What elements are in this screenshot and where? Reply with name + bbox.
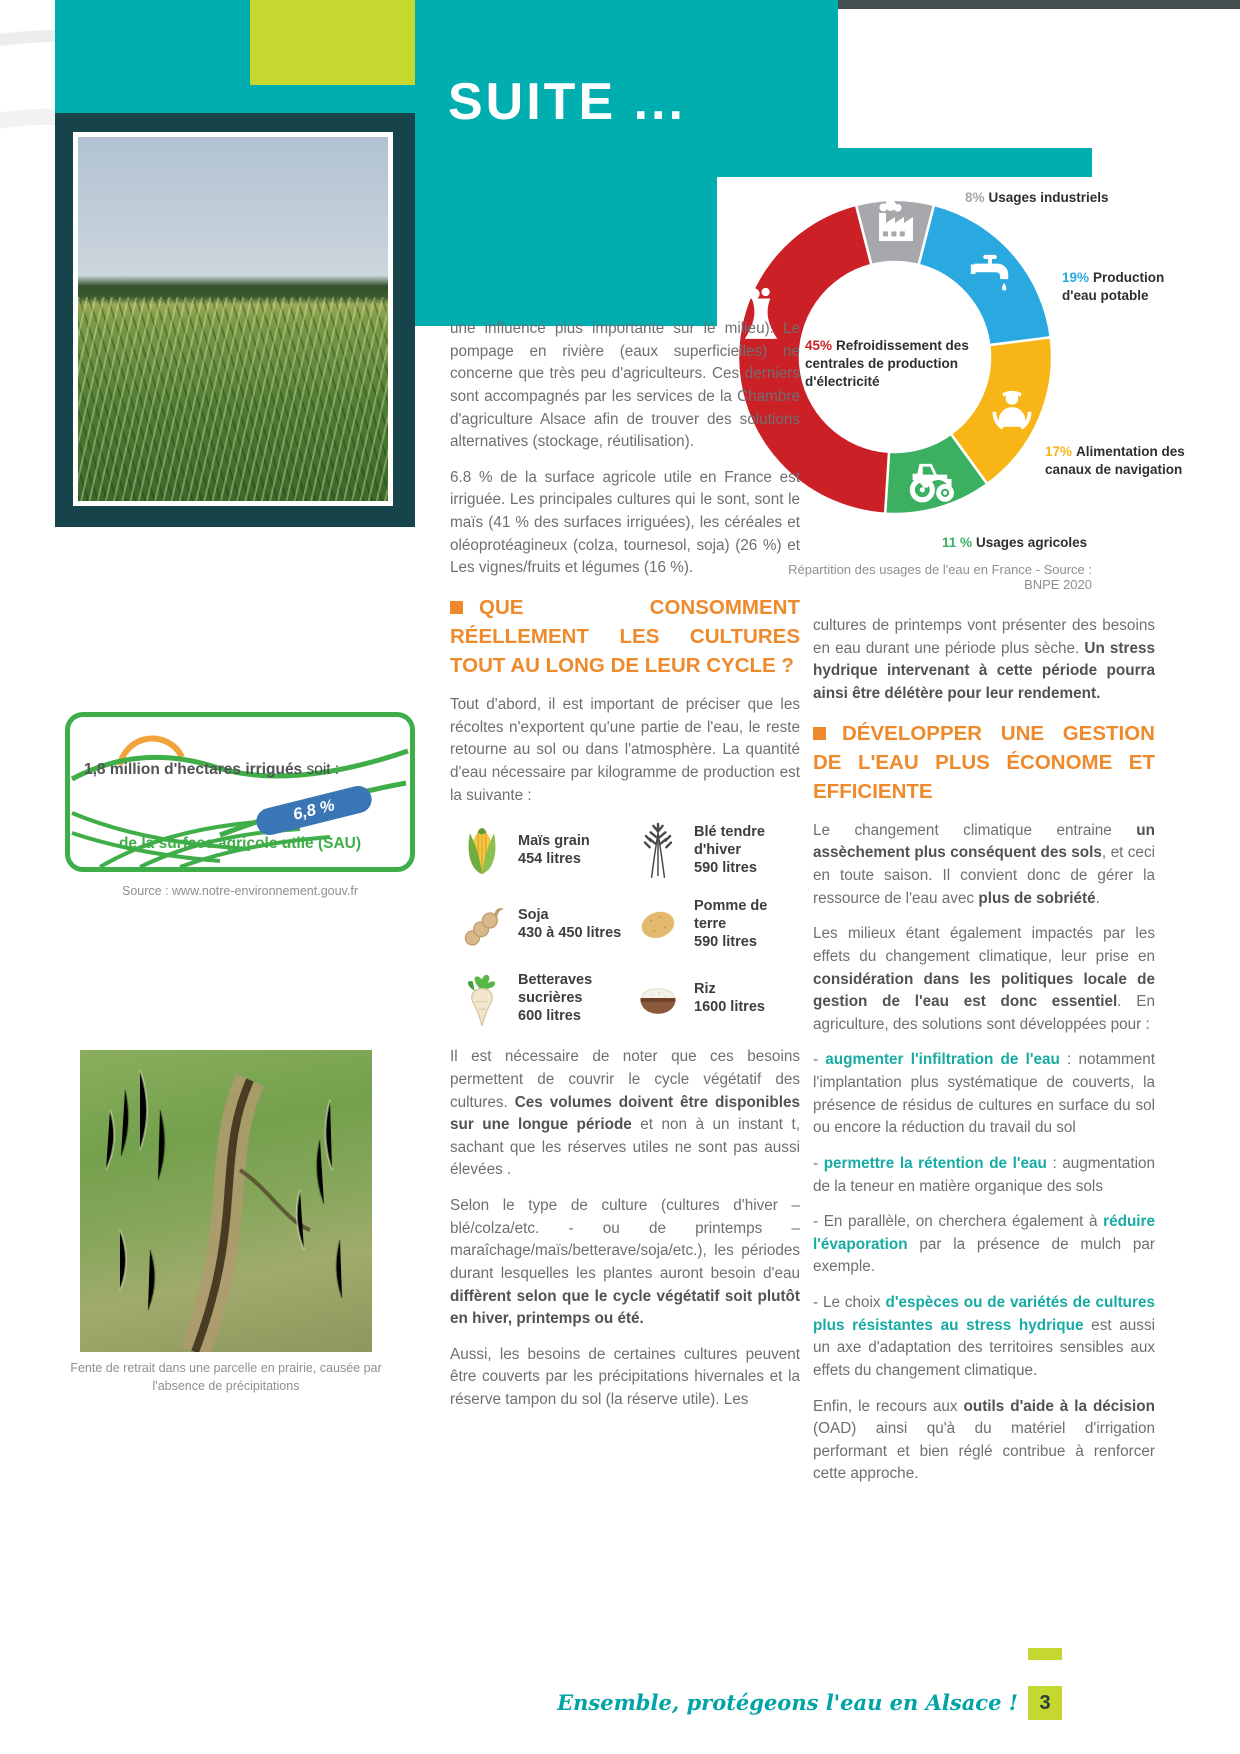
- middle-column: [450, 318, 800, 1425]
- paragraph: Le changement climatique entraine un assèchement plus conséquent des sols, et ceci en toute saison. Il convient donc de gérer la ressource de l'eau avec plus de sobriété.: [813, 821, 1155, 907]
- crop-name: Maïs grain: [518, 833, 590, 850]
- bullet-square-icon: [813, 727, 826, 740]
- crop-value: 590 litres: [694, 934, 757, 951]
- top-edge-strip: [838, 0, 1240, 9]
- crop-value: 600 litres: [518, 1008, 581, 1025]
- beet-icon: [456, 968, 508, 1028]
- paragraph: Il est nécessaire de noter que ces besoins permettent de couvrir le cycle végétatif des cultures. Ces volumes doivent être disponibles sur une longue période et non à un instant t, sachant que les réserves utiles ne sont pas aussi élevées .: [450, 1048, 800, 1179]
- crop-name: Soja: [518, 907, 549, 924]
- crop-value: 1600 litres: [694, 999, 765, 1016]
- chart-pct: 17%: [1045, 444, 1073, 459]
- paragraph: Aussi, les besoins de certaines cultures peuvent être couverts par les précipitations hivernales et la réserve tampon du sol (la réserve utile). Les: [450, 1345, 800, 1409]
- crop-name: Betteraves sucrières: [518, 972, 593, 1007]
- crack-drawing: [80, 1050, 372, 1352]
- section-heading-consumption: [450, 593, 800, 680]
- heading-text: QUE CONSOMMENT RÉELLEMENT LES CULTURES TOUT AU LONG DE LEUR CYCLE ?: [450, 595, 800, 678]
- page-title: SUITE ...: [448, 73, 686, 131]
- section-heading-gestion: [813, 719, 1155, 806]
- paragraph: Tout d'abord, il est important de préciser que les récoltes n'exportent qu'une partie de l'eau, le reste retourne au sol ou dans l'atmosphère. La quantité d'eau nécessaire par kilogramme de production est la suivante :: [450, 696, 800, 804]
- faucet-icon: [967, 251, 1013, 297]
- chart-label-text: Usages agricoles: [976, 535, 1088, 550]
- infographic-source: Source : www.notre-environnement.gouv.fr: [122, 884, 358, 898]
- chart-label-text: Usages industriels: [988, 190, 1109, 205]
- drought-crack-photo: [80, 1050, 372, 1352]
- crop-name: Blé tendre d'hiver: [694, 824, 765, 859]
- potato-icon: [632, 896, 684, 952]
- footer-accent-bar: [1028, 1648, 1062, 1660]
- paragraph: une influence plus importante sur le milieu). Le pompage en rivière (eaux superficielles) ne concerne que très peu d'agriculteurs. Ces derniers sont accompagnés par les services de la Chambre d'agriculture Alsace afin de trouver des solutions alternatives (stockage, réutilisation).: [450, 320, 800, 451]
- paragraph: Enfin, le recours aux outils d'aide à la décision (OAD) ainsi qu'à du matériel d'irrigation performant et bien réglé contribue à renforcer cette approche.: [813, 1397, 1155, 1483]
- chart-pct: 8%: [965, 190, 985, 205]
- chart-label-text: Production d'eau potable: [1062, 270, 1165, 303]
- list-item-beet: [456, 968, 624, 1028]
- paragraph: - En parallèle, on cherchera également à réduire l'évaporation par la présence de mulch par exemple.: [813, 1213, 1155, 1276]
- crop-name: Riz: [694, 981, 716, 998]
- paragraph: Les milieux étant également impactés par les effets du changement climatique, leur prise en considération dans les politiques locale de gestion de l'eau est donc essentiel. En agriculture, des solutions sont développées pour :: [813, 925, 1155, 1033]
- chart-label-industrial: [965, 189, 1140, 207]
- infographic-subline: de la surface agricole utile (SAU): [118, 835, 362, 852]
- paragraph: - augmenter l'infiltration de l'eau : notamment l'implantation plus systématique de couverts, la présence de résidus de cultures en surface du sol ou encore la réduction du travail du sol: [813, 1051, 1155, 1137]
- crop-water-needs-list: [450, 820, 800, 1028]
- paragraph: cultures de printemps vont présenter des besoins en eau durant une période plus sèche. Un stress hydrique intervenant à cette période pourra ainsi être délétère pour leur rendement.: [813, 617, 1156, 702]
- crop-value: 454 litres: [518, 851, 581, 868]
- list-item-rice: [632, 968, 800, 1028]
- chart-label-agriculture: [942, 534, 1162, 552]
- list-item-corn: [456, 820, 624, 880]
- footer-slogan: Ensemble, protégeons l'eau en Alsace !: [557, 1690, 1018, 1715]
- wheat-icon: [632, 820, 684, 880]
- chart-label-potable: [1062, 269, 1184, 305]
- page-number: 3: [1028, 1686, 1062, 1720]
- bullet-square-icon: [450, 601, 463, 614]
- chart-label-cooling: [805, 337, 993, 390]
- lime-accent-block: [250, 0, 415, 85]
- corn-icon: [456, 820, 508, 880]
- list-item-soy: [456, 896, 624, 952]
- crop-value: 590 litres: [694, 860, 757, 877]
- chart-pct: 11 %: [942, 535, 973, 550]
- corn-field-photo-frame: [55, 113, 415, 527]
- chart-pct: 45%: [805, 338, 833, 353]
- rice-icon: [632, 970, 684, 1026]
- list-item-potato: [632, 896, 800, 952]
- irrigation-infographic: [65, 712, 415, 872]
- chart-label-text: Alimentation des canaux de navigation: [1045, 444, 1185, 477]
- paragraph: - permettre la rétention de l'eau : augmentation de la teneur en matière organique des sols: [813, 1154, 1155, 1195]
- infographic-headline: 1,8 million d'hectares irrigués soit :: [84, 761, 340, 778]
- paragraph: 6.8 % de la surface agricole utile en France est irriguée. Les principales cultures qui le sont, sont le maïs (41 % des surfaces irriguées), les céréales et oléoprotéagineux (colza, tournesol, soja) (26 %) et Les vignes/fruits et légumes (16 %).: [450, 468, 800, 577]
- right-column: [813, 615, 1155, 1499]
- list-item-wheat: [632, 820, 800, 880]
- chart-pct: 19%: [1062, 270, 1090, 285]
- paragraph: - Le choix d'espèces ou de variétés de cultures plus résistantes au stress hydrique est aussi un axe d'adaptation des territoires sensibles aux effets du changement climatique.: [813, 1294, 1155, 1379]
- paragraph: Selon le type de culture (cultures d'hiver – blé/colza/etc. - ou de printemps – maraîchage/maïs/betterave/soja/etc.), les périodes durant lesquelles les plantes auront besoin d'eau diffèrent selon que le cycle végétatif soit plutôt en hiver, printemps ou été.: [450, 1197, 800, 1328]
- tractor-icon: [905, 453, 957, 505]
- chart-label-text: Refroidissement des centrales de production d'électricité: [805, 338, 969, 389]
- crop-name: Pomme de terre: [694, 898, 768, 933]
- navigator-icon: [987, 383, 1037, 433]
- chart-label-navigation: [1045, 443, 1197, 479]
- chart-caption: Répartition des usages de l'eau en France - Source : BNPE 2020: [788, 562, 1092, 592]
- heading-text: DÉVELOPPER UNE GESTION DE L'EAU PLUS ÉCONOME ET EFFICIENTE: [813, 721, 1155, 803]
- factory-icon: [868, 199, 922, 247]
- photo-caption: Fente de retrait dans une parcelle en prairie, causée par l'absence de précipitations: [70, 1361, 382, 1393]
- soy-icon: [456, 896, 508, 952]
- corn-field-photo: [73, 132, 393, 506]
- infographic-ribbon: 6,8 %: [253, 783, 374, 838]
- crop-value: 430 à 450 litres: [518, 925, 622, 942]
